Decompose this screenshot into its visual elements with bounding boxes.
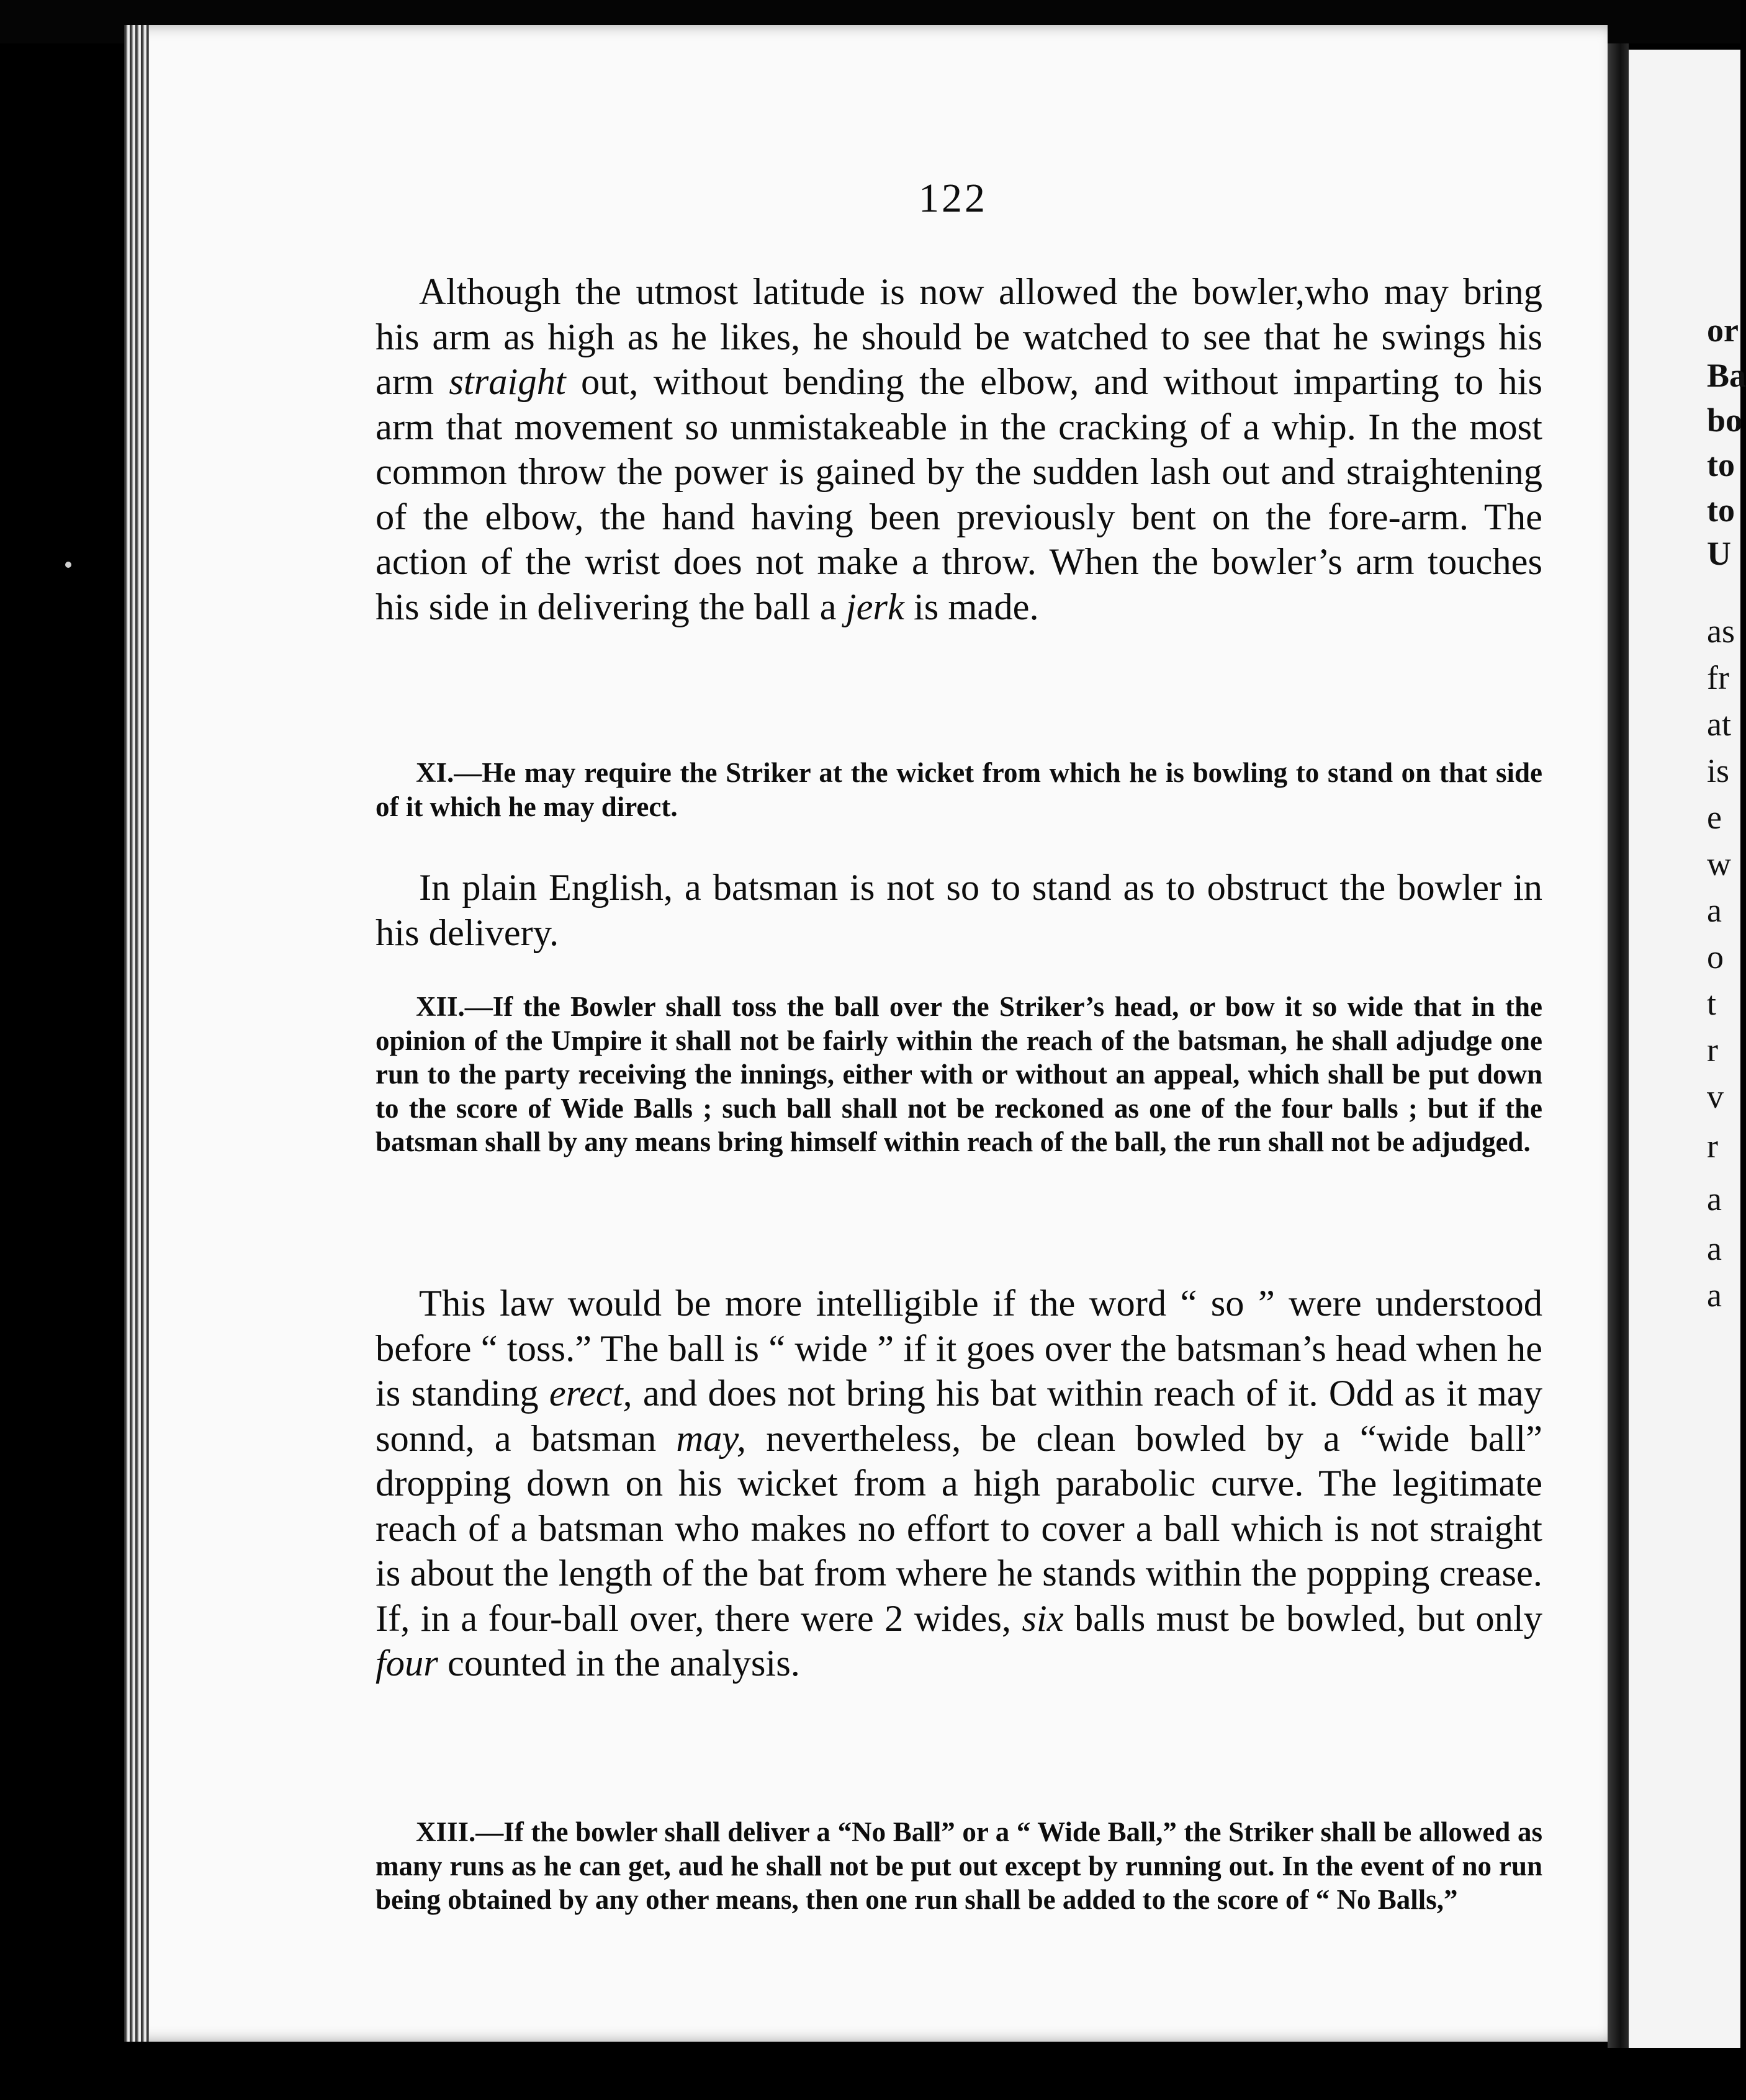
italic-text: may, [676, 1417, 746, 1460]
facing-page-fragment: v [1707, 1078, 1724, 1115]
text-run: In plain English, a batsman is not so to stand as to obstruct the bowler in his delivery. [376, 867, 1542, 954]
facing-page-fragment: as [1707, 612, 1735, 650]
facing-page-fragment: or [1707, 312, 1739, 349]
italic-text: erect, [549, 1373, 632, 1414]
italic-text: six [1022, 1597, 1064, 1640]
facing-page-fragment: e [1707, 799, 1722, 836]
italic-text: jerk [845, 586, 904, 628]
page-number: 122 [919, 176, 988, 221]
text-run: balls must be bowled, but only [1063, 1597, 1542, 1640]
book-gutter [1608, 43, 1629, 2048]
facing-page-fragment: a [1707, 892, 1722, 929]
facing-page-fragment: w [1707, 845, 1731, 882]
text-run: and does not bring his bat within reach of it. Odd as it may sonnd, a batsman [376, 1373, 1543, 1460]
italic-text: straight [449, 361, 566, 403]
facing-page-fragment: r [1707, 1031, 1718, 1069]
law-paragraph [376, 990, 1542, 1159]
law-paragraph [376, 756, 1542, 823]
facing-page-fragment: to [1707, 446, 1735, 483]
commentary-paragraph [376, 270, 1542, 630]
text-run: is made. [904, 586, 1039, 628]
scan-speck [65, 562, 71, 568]
text-run: This law would be more intelligible if the word “ so ” were understood before “ toss.” The ball is “ wide ” if it goes over the batsman’s head when he is standing [376, 1283, 1542, 1414]
text-run: XII.—If the Bowler shall toss the ball over the Striker’s head, or bow it so wide that in the opinion of the Umpire it shall not be fairly within the reach of the batsman, he shall adjudge one run to the party receiving the innings, either with or without an appeal, which shall be put down to the score of Wide Balls ; such ball shall not be reckoned as one of the four balls ; but if the batsman shall by any means bring himself within reach of the ball, the run shall not be adjudged. [376, 991, 1542, 1157]
commentary-paragraph [376, 1281, 1542, 1687]
facing-page-fragment: fr [1707, 659, 1729, 696]
facing-page-fragment: bo [1707, 402, 1743, 439]
facing-page-fragment: t [1707, 985, 1717, 1022]
page-block-edge [124, 25, 149, 2042]
facing-page-fragment: o [1707, 938, 1724, 976]
text-run: Although the utmost latitude is now allowed the bowler,who may bring his arm as high as he likes, he should be watched to see that he swings his arm [376, 271, 1542, 403]
facing-page-fragment: r [1707, 1128, 1718, 1165]
italic-text: four [376, 1643, 438, 1684]
law-paragraph [376, 1815, 1542, 1917]
facing-page-fragment: a [1707, 1277, 1722, 1314]
text-run: out, without bending the elbow, and without imparting to his arm that movement so unmistakeable in the cracking of a whip. In the most common throw the power is gained by the sudden lash out and straightening of the elbow, the hand having been previously bent on the fore-arm. The action of the wrist does not make a throw. When the bowler’s arm touches his side in delivering the ball a [376, 361, 1542, 628]
text-run: nevertheless, be clean bowled by a “wide ball” dropping down on his wicket from a high parabolic curve. The legitimate reach of a batsman who makes no effort to cover a ball which is not straight is about the length of the bat from where he stands within the popping crease. If, in a four-ball over, there were 2 wides, [376, 1417, 1543, 1640]
facing-page-fragment: at [1707, 706, 1731, 743]
text-run: XI.—He may require the Striker at the wicket from which he is bowling to stand on that side of it which he may direct. [376, 757, 1542, 822]
text-run: XIII.—If the bowler shall deliver a “No Ball” or a “ Wide Ball,” the Striker shall be allowed as many runs as he can get, aud he shall not be put out except by running out. In the event of no run being obtained by any other means, then one run shall be added to the score of “ No Balls,” [376, 1816, 1542, 1915]
facing-page-fragment: is [1707, 752, 1730, 789]
facing-page-fragment: U [1707, 535, 1731, 572]
facing-page-fragment: a [1707, 1230, 1722, 1267]
text-run: counted in the analysis. [438, 1643, 800, 1684]
facing-page-fragment: Ba [1707, 357, 1746, 394]
facing-page-fragment: to [1707, 491, 1735, 529]
facing-page [1629, 50, 1743, 2048]
commentary-paragraph [376, 866, 1542, 956]
facing-page-fragment: a [1707, 1180, 1722, 1218]
